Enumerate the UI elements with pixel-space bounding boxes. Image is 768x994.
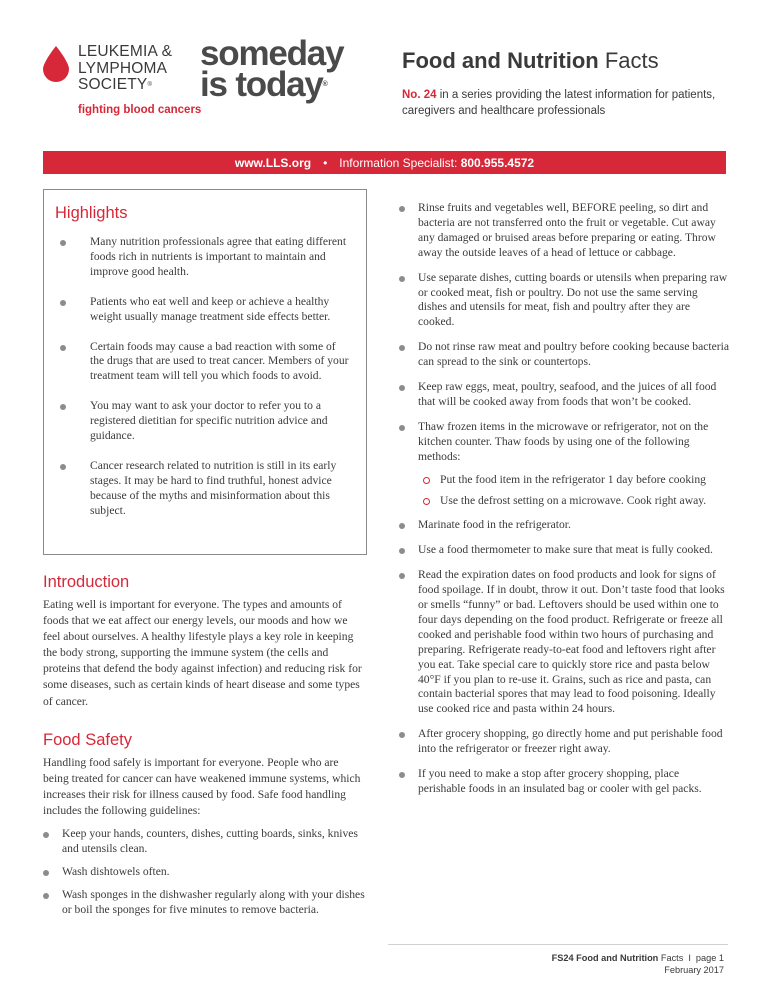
- series-description: [402, 87, 732, 119]
- list-item: Use separate dishes, cutting boards or utensils when preparing raw or cooked meat, fish or poultry. Do not use the same serving dishes and utensils for meat, fish and poultry after they are cooked.: [399, 271, 729, 331]
- list-item: Read the expiration dates on food products and look for signs of food spoilage. If in doubt, throw it out. Don’t taste food that looks or smells “funny” or bad. Leftovers should be used within one to four days depending on the food product. Refrigerate or freeze all cooked and perishable food within two hours of purchasing and preparing. Refrigerate ready-to-eat food and leftovers right after you eat. Take special care to quickly store rice and pasta below 40°F if you plan to re-use it. Grains, such as rice and pasta, can contain bacterial spores that may lead to food poisoning. Ideally use cooked rice and pasta within 24 hours.: [399, 568, 729, 717]
- website-link[interactable]: www.LLS.org: [234, 155, 312, 170]
- highlights-box: [43, 189, 367, 555]
- right-column: [399, 201, 729, 807]
- guidelines-list: [399, 201, 729, 797]
- list-item: Certain foods may cause a bad reaction with some of the drugs that are used to treat cancer. Members of your treatment team will tell you which foods to avoid.: [58, 340, 352, 385]
- left-column: [43, 573, 367, 926]
- page-footer: [552, 952, 724, 976]
- food-safety-title: Food Safety: [43, 730, 132, 749]
- org-line-3: SOCIETY®: [78, 76, 153, 93]
- highlights-title: Highlights: [55, 204, 128, 222]
- campaign-line-2: is today®: [200, 65, 328, 104]
- introduction-title: Introduction: [43, 573, 130, 591]
- list-item: Cancer research related to nutrition is still in its early stages. It may be hard to find truthful, honest advice because of the myths and misinformation about this subject.: [58, 459, 352, 519]
- tagline: fighting blood cancers: [78, 104, 202, 116]
- campaign-registered-mark: ®: [322, 81, 328, 88]
- footer-separator: I: [688, 953, 691, 963]
- lls-logo: [43, 34, 353, 124]
- title-bold: Food and Nutrition: [402, 48, 599, 73]
- list-item: After grocery shopping, go directly home and put perishable food into the refrigerator or freezer right away.: [399, 727, 729, 757]
- footer-line-1: [552, 952, 724, 964]
- page-number: page 1: [695, 953, 724, 963]
- list-item: If you need to make a stop after grocery shopping, place perishable foods in an insulated bag or cooler with gel packs.: [399, 767, 729, 797]
- org-line-1: LEUKEMIA &: [78, 43, 173, 60]
- list-item: Many nutrition professionals agree that eating different foods rich in nutrients is important to maintain and improve good health.: [58, 235, 352, 280]
- organization-name: [78, 44, 172, 94]
- list-item: Rinse fruits and vegetables well, BEFORE peeling, so dirt and bacteria are not transferred onto the fruit or vegetable. Cut away any damaged or bruised areas before preparing or eating. Throw away the outside leaves of a head of lettuce or cabbage.: [399, 201, 729, 261]
- thaw-item-text: Thaw frozen items in the microwave or refrigerator, not on the kitchen counter. Thaw foods by using one of the following methods:: [418, 419, 709, 463]
- list-item: Keep raw eggs, meat, poultry, seafood, and the juices of all food that will be cooked away from foods that won’t be cooked.: [399, 380, 729, 410]
- list-item: [399, 420, 729, 509]
- title-light: Facts: [604, 48, 659, 73]
- page-title: [402, 48, 732, 74]
- registered-mark: ®: [147, 82, 153, 88]
- footer-facts: Facts: [660, 953, 684, 963]
- footer-divider: [388, 944, 728, 945]
- footer-code: FS24 Food and Nutrition: [551, 953, 659, 963]
- series-number: No. 24: [402, 89, 437, 101]
- list-item: Wash sponges in the dishwasher regularly along with your dishes or boil the sponges for five minutes to remove bacteria.: [43, 888, 367, 918]
- series-text: in a series providing the latest information for patients, caregivers and healthcare professionals: [402, 89, 716, 117]
- introduction-body: Eating well is important for everyone. The types and amounts of foods that we eat affect our energy levels, our moods and how we feel about ourselves. A healthy lifestyle plays a key role in keeping the body strong, supporting the immune system (the cells and proteins that defend the body against infection) and reducing risk for some diseases, such as certain kinds of heart disease and some types of cancer.: [43, 598, 362, 708]
- contact-bar: [43, 151, 726, 174]
- food-safety-list: [43, 827, 367, 918]
- org-line-2: LYMPHOMA: [78, 59, 168, 77]
- list-item: Use a food thermometer to make sure that meat is fully cooked.: [399, 543, 729, 558]
- specialist-label: Information Specialist:: [339, 155, 458, 170]
- campaign-line-1: someday: [200, 34, 344, 73]
- list-item: Do not rinse raw meat and poultry before cooking because bacteria can spread to the sink or countertops.: [399, 340, 729, 370]
- food-safety-body: Handling food safely is important for everyone. People who are being treated for cancer can have weakened immune systems, which increases their risk for illness caused by food. Safe food handling includes the following guidelines:: [43, 755, 361, 817]
- contact-separator: •: [323, 155, 328, 170]
- thaw-methods-list: [418, 473, 729, 509]
- list-item: Keep your hands, counters, dishes, cutting boards, sinks, knives and utensils clean.: [43, 827, 367, 857]
- list-item: Marinate food in the refrigerator.: [399, 518, 729, 533]
- list-item: Patients who eat well and keep or achieve a healthy weight usually manage treatment side effects better.: [58, 295, 352, 325]
- highlights-list: [58, 235, 352, 519]
- phone-number[interactable]: 800.955.4572: [460, 155, 535, 170]
- list-item: You may want to ask your doctor to refer you to a registered dietitian for specific nutrition advice and guidance.: [58, 399, 352, 444]
- list-item: Wash dishtowels often.: [43, 865, 367, 880]
- blood-drop-icon: [43, 46, 69, 82]
- footer-date: February 2017: [664, 965, 724, 975]
- campaign-logo: [200, 34, 344, 104]
- title-block: [402, 48, 732, 119]
- sub-list-item: Put the food item in the refrigerator 1 day before cooking: [418, 473, 729, 488]
- sub-list-item: Use the defrost setting on a microwave. Cook right away.: [418, 494, 729, 509]
